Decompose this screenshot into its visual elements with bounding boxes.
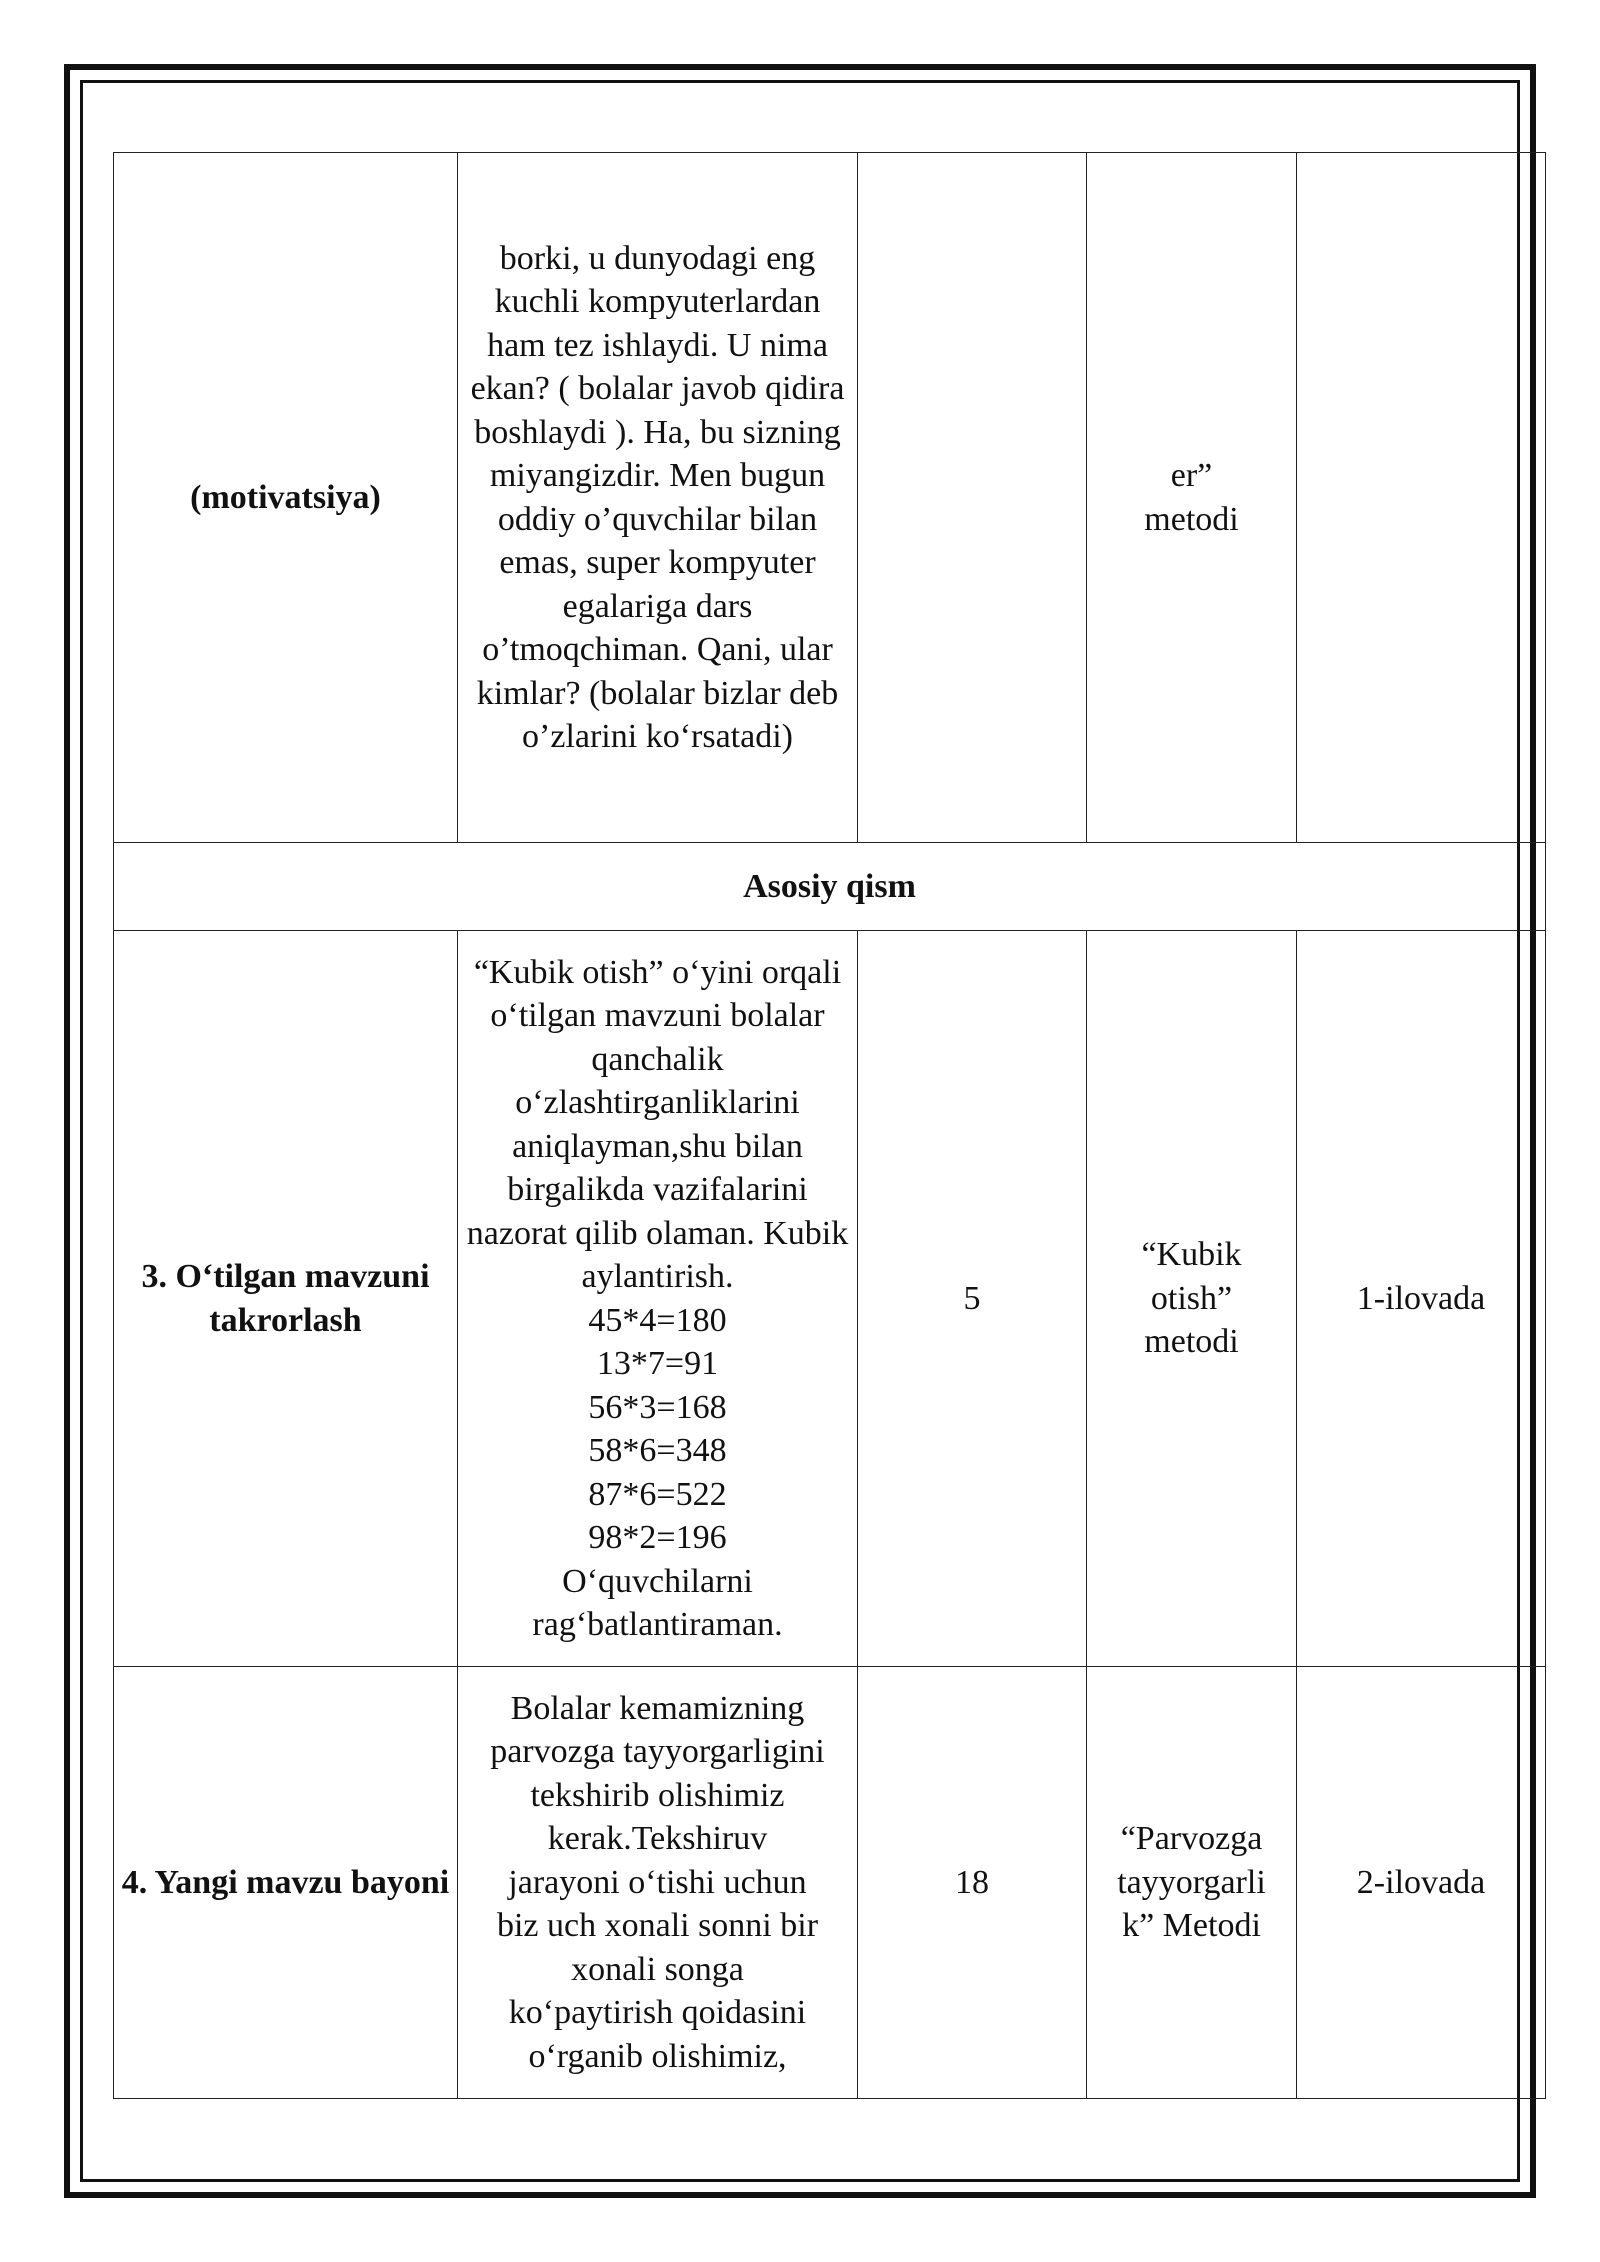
section-title: Asosiy qism — [114, 843, 1546, 931]
method-cell: “Parvozga tayyorgarli k” Metodi — [1087, 1667, 1297, 2099]
stage-cell: 3. O‘tilgan mavzuni takrorlash — [114, 931, 458, 1667]
example-line: 87*6=522 — [588, 1475, 727, 1513]
method-cell: er” metodi — [1087, 153, 1297, 843]
minutes-cell: 18 — [858, 1667, 1087, 2099]
table-row — [114, 931, 1546, 1667]
appendix-cell: 2-ilovada — [1297, 1667, 1546, 2099]
section-row — [114, 843, 1546, 931]
method-cell: “Kubik otish” metodi — [1087, 931, 1297, 1667]
activity-cell: borki, u dunyodagi eng kuchli kompyuterlardan ham tez ishlaydi. U nima ekan? ( bolalar javob qidira boshlaydi ). Ha, bu sizning miyangizdir. Men bugun oddiy o’quvchilar bilan emas, super kompyuter egalariga dars o’tmoqchiman. Qani, ular kimlar? (bolalar bizlar deb o’zlarini ko‘rsatadi) — [458, 153, 858, 843]
lesson-plan-table — [113, 152, 1546, 2099]
table-row — [114, 1667, 1546, 2099]
minutes-cell — [858, 153, 1087, 843]
example-line: 98*2=196 — [588, 1519, 727, 1556]
appendix-cell: 1-ilovada — [1297, 931, 1546, 1667]
stage-cell: (motivatsiya) — [114, 153, 458, 843]
stage-cell: 4. Yangi mavzu bayoni — [114, 1667, 458, 2099]
example-line: 13*7=91 — [596, 1345, 719, 1382]
activity-cell — [458, 931, 858, 1667]
minutes-cell: 5 — [858, 931, 1087, 1667]
example-line: 56*3=168 — [588, 1388, 727, 1426]
activity-end-text: O‘quvchilarni rag‘batlantiraman. — [532, 1562, 783, 1643]
activity-text: “Kubik otish” o‘yini orqali o‘tilgan mavzuni bolalar qanchalik o‘zlashtirganliklarini aniqlayman,shu bilan birgalikda vazifalarini nazorat qilib olaman. Kubik aylantirish. — [466, 953, 849, 1295]
activity-cell: Bolalar kemamizning parvozga tayyorgarligini tekshirib olishimiz kerak.Tekshiruv jarayoni o‘tishi uchun biz uch xonali sonni bir xonali songa ko‘paytirish qoidasini o‘rganib olishimiz, — [458, 1667, 858, 2099]
example-line: 45*4=180 — [588, 1301, 727, 1339]
example-line: 58*6=348 — [588, 1432, 727, 1469]
appendix-cell — [1297, 153, 1546, 843]
table-row — [114, 153, 1546, 843]
